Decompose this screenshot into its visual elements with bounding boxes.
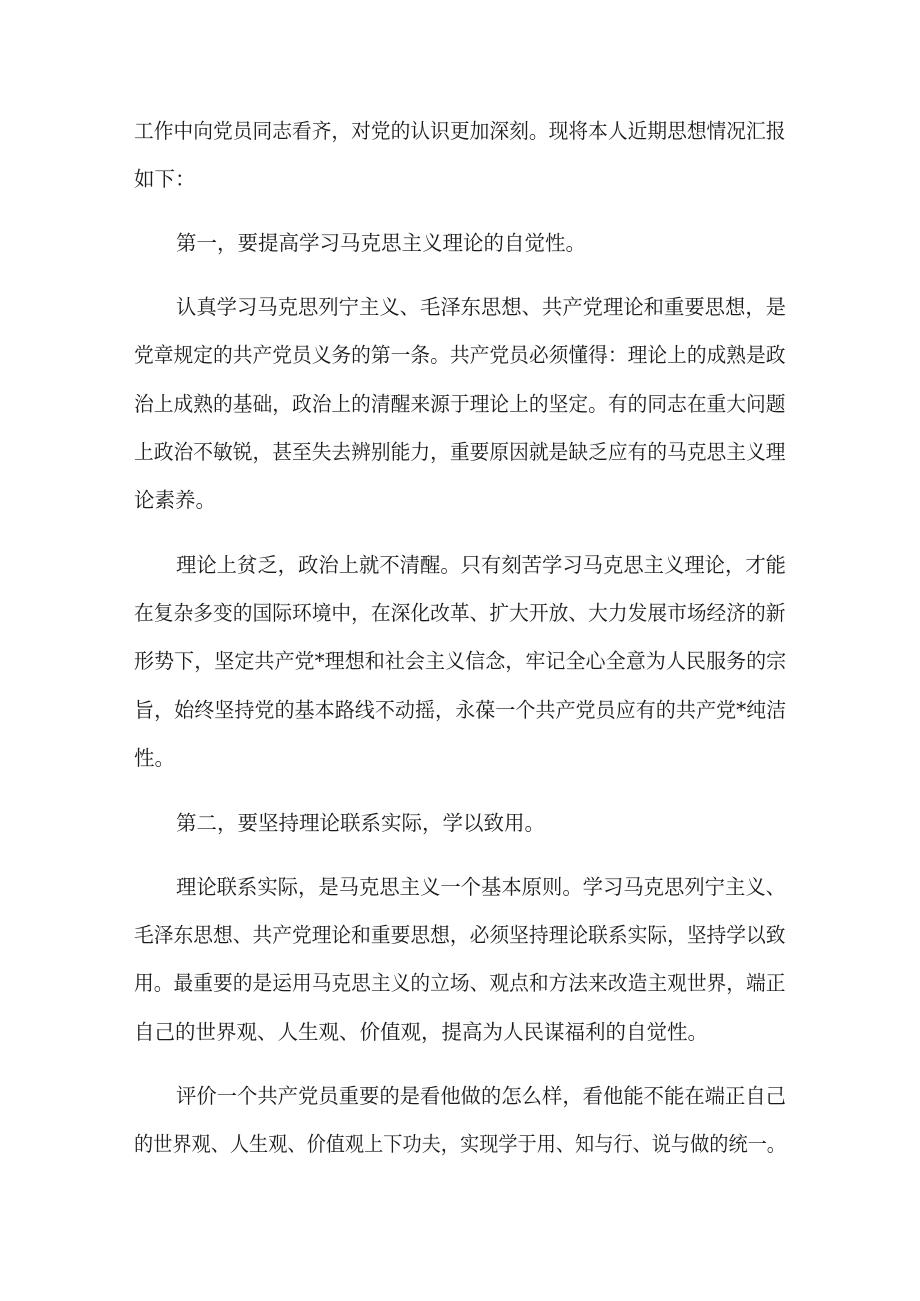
text-line [0, 480, 920, 520]
text-line [0, 867, 920, 907]
text-line [0, 111, 920, 151]
text-line [0, 384, 920, 424]
paragraph-text: 的世界观、人生观、价值观上下功夫，实现学于用、知与行、说与做的统一。 [134, 1132, 786, 1156]
text-line [0, 593, 920, 633]
paragraph-text: 在复杂多变的国际环境中，在深化改革、扩大开放、大力发展市场经济的新 [134, 601, 786, 625]
paragraph-text: 形势下，坚定共产党*理想和社会主义信念，牢记全心全意为人民服务的宗 [134, 649, 787, 673]
paragraph-text: 论素养。 [134, 488, 216, 512]
text-line [0, 432, 920, 472]
paragraph-text: 上政治不敏锐，甚至失去辨别能力，重要原因就是缺乏应有的马克思主义理 [134, 440, 786, 464]
paragraph-text: 理论联系实际，是马克思主义一个基本原则。学习马克思列宁主义、 [176, 875, 787, 899]
paragraph-text: 认真学习马克思列宁主义、毛泽东思想、共产党理论和重要思想，是 [176, 295, 787, 319]
paragraph-text: 用。最重要的是运用马克思主义的立场、观点和方法来改造主观世界，端正 [134, 971, 786, 995]
paragraph-text: 自己的世界观、人生观、价值观，提高为人民谋福利的自觉性。 [134, 1020, 708, 1044]
paragraph-text: 工作中向党员同志看齐，对党的认识更加深刻。现将本人近期思想情况汇报 [134, 119, 786, 143]
text-line [0, 1012, 920, 1052]
paragraph-text: 毛泽东思想、共产党理论和重要思想，必须坚持理论联系实际，坚持学以致 [134, 923, 786, 947]
paragraph-text: 性。 [134, 746, 175, 770]
text-line [0, 803, 920, 843]
section-heading: 第二，要坚持理论联系实际，学以致用。 [176, 811, 545, 835]
text-line [0, 1124, 920, 1164]
text-line [0, 159, 920, 199]
section-heading: 第一，要提高学习马克思主义理论的自觉性。 [176, 231, 586, 255]
text-line [0, 1076, 920, 1116]
text-line [0, 641, 920, 681]
paragraph-text: 治上成熟的基础，政治上的清醒来源于理论上的坚定。有的同志在重大问题 [134, 392, 786, 416]
text-line [0, 545, 920, 585]
paragraph-text: 旨，始终坚持党的基本路线不动摇，永葆一个共产党员应有的共产党*纯洁 [134, 698, 787, 722]
text-line [0, 287, 920, 327]
paragraph-text: 理论上贫乏，政治上就不清醒。只有刻苦学习马克思主义理论，才能 [176, 553, 787, 577]
paragraph-text: 党章规定的共产党员义务的第一条。共产党员必须懂得：理论上的成熟是政 [134, 343, 786, 367]
text-line [0, 738, 920, 778]
text-line [0, 963, 920, 1003]
text-line [0, 690, 920, 730]
text-line [0, 335, 920, 375]
paragraph-text: 评价一个共产党员重要的是看他做的怎么样，看他能不能在端正自己 [176, 1084, 787, 1108]
text-line [0, 915, 920, 955]
text-line [0, 223, 920, 263]
paragraph-text: 如下： [134, 167, 196, 191]
